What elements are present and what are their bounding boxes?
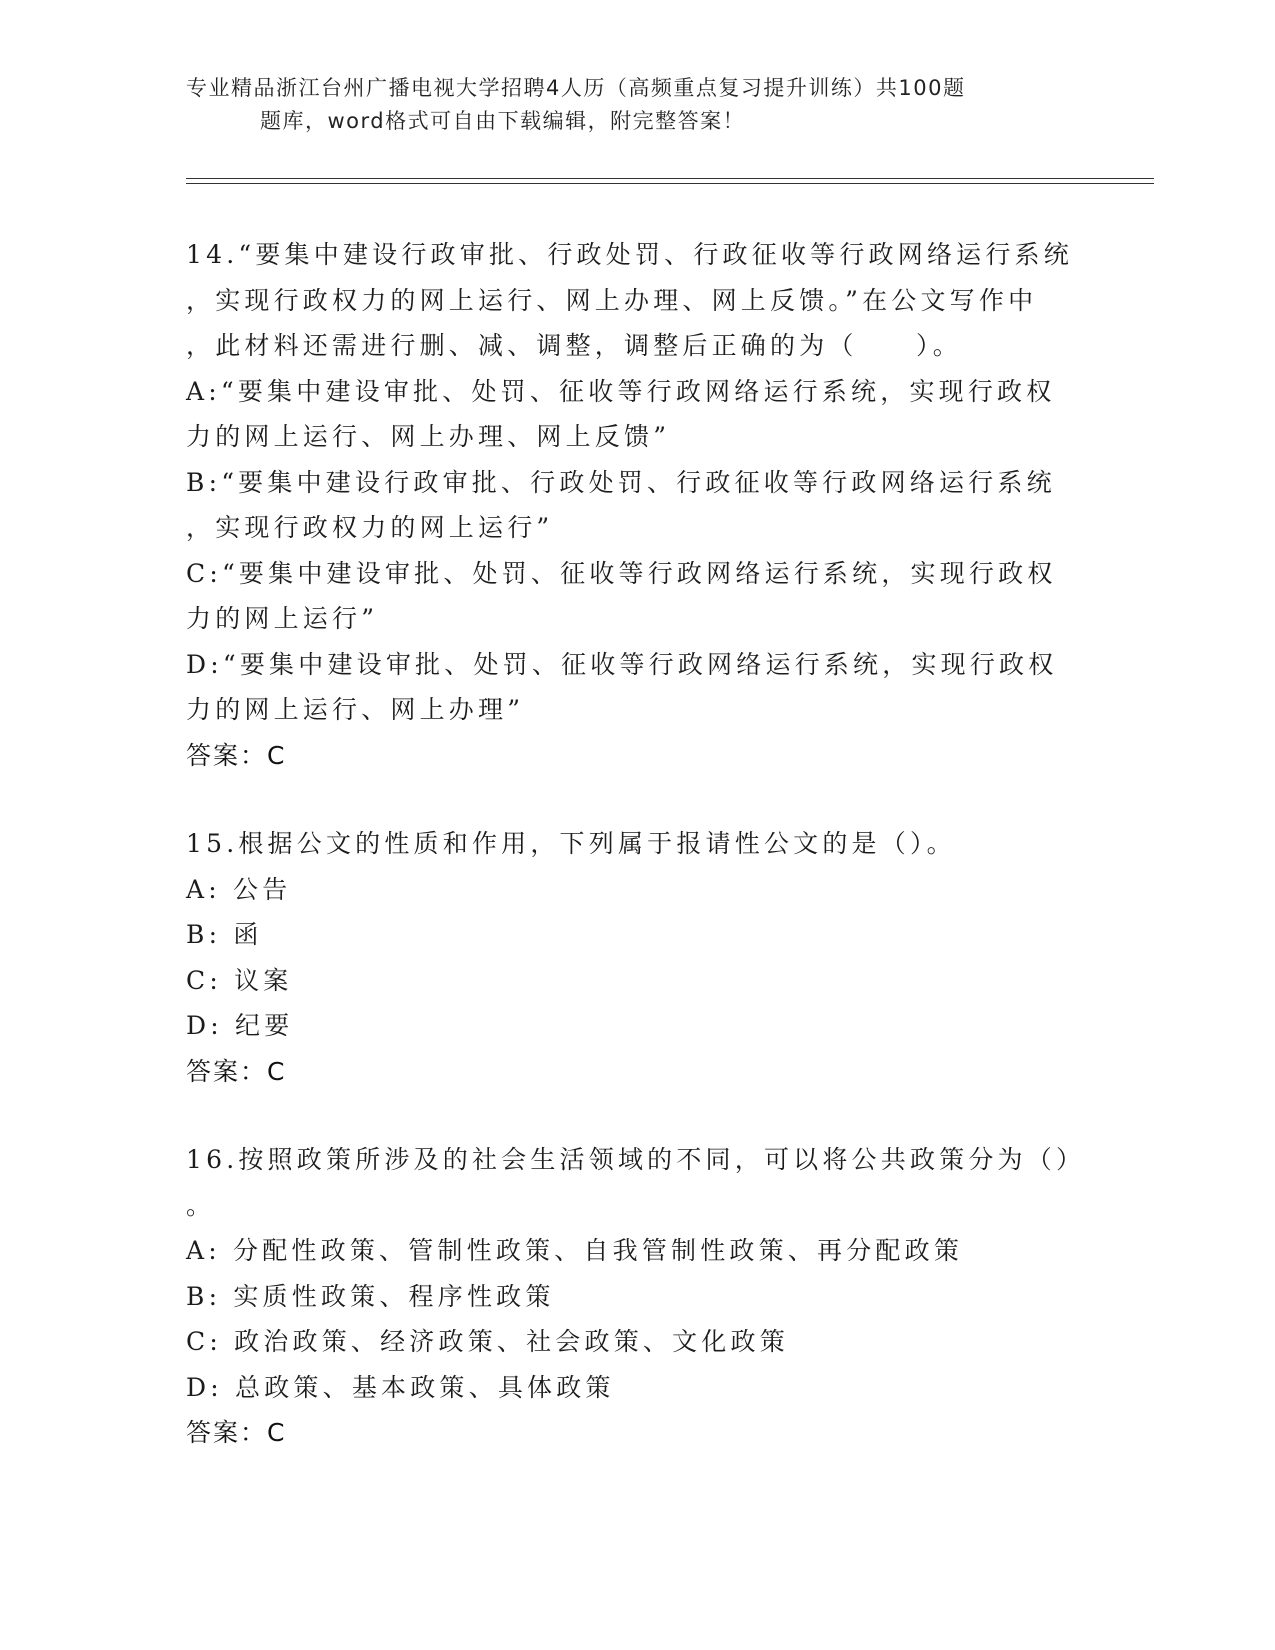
document-header bbox=[186, 72, 1066, 138]
question-stem-line: ，实现行政权力的网上运行、网上办理、网上反馈。”在公文写作中 bbox=[186, 285, 1038, 315]
option-c-line: 力的网上运行” bbox=[186, 604, 379, 633]
header-title-line-1: 专业精品浙江台州广播电视大学招聘4人历（高频重点复习提升训练）共100题 bbox=[186, 76, 966, 100]
option-b-line: ，实现行政权力的网上运行” bbox=[186, 513, 554, 542]
question-stem-line: ，此材料还需进行删、减、调整，调整后正确的为（ ）。 bbox=[186, 331, 962, 360]
option-c-line: C: 议案 bbox=[186, 965, 293, 995]
option-c-line: C: 政治政策、经济政策、社会政策、文化政策 bbox=[186, 1327, 789, 1356]
option-d-line: 力的网上运行、网上办理” bbox=[186, 695, 525, 724]
option-c-line: C:“要集中建设审批、处罚、征收等行政网络运行系统，实现行政权 bbox=[186, 558, 1057, 588]
answer-label: 答案：C bbox=[186, 1418, 287, 1447]
option-a-line: A: 公告 bbox=[186, 874, 292, 904]
header-title-line-2: 题库，word格式可自由下载编辑，附完整答案！ bbox=[260, 109, 746, 133]
question-stem-line: 16.按照政策所涉及的社会生活领域的不同，可以将公共政策分为（） bbox=[186, 1145, 1086, 1174]
answer-label: 答案：C bbox=[186, 740, 287, 770]
option-d-line: D: 纪要 bbox=[186, 1011, 294, 1040]
option-b-line: B: 实质性政策、程序性政策 bbox=[186, 1281, 555, 1311]
option-b-line: B: 函 bbox=[186, 920, 263, 949]
question-16 bbox=[186, 1137, 1086, 1456]
option-d-line: D:“要集中建设审批、处罚、征收等行政网络运行系统，实现行政权 bbox=[186, 649, 1058, 679]
option-d-line: D: 总政策、基本政策、具体政策 bbox=[186, 1372, 615, 1402]
header-divider-bottom bbox=[186, 183, 1154, 184]
question-15 bbox=[186, 821, 1086, 1094]
question-14 bbox=[186, 232, 1086, 778]
question-stem-line: 14.“要集中建设行政审批、行政处罚、行政征收等行政网络运行系统 bbox=[186, 240, 1073, 269]
question-stem-line: 15.根据公文的性质和作用，下列属于报请性公文的是（）。 bbox=[186, 829, 956, 858]
option-b-line: B:“要集中建设行政审批、行政处罚、行政征收等行政网络运行系统 bbox=[186, 467, 1056, 497]
option-a-line: A: 分配性政策、管制性政策、自我管制性政策、再分配政策 bbox=[186, 1236, 964, 1265]
answer-label: 答案：C bbox=[186, 1056, 287, 1086]
option-a-line: 力的网上运行、网上办理、网上反馈” bbox=[186, 422, 671, 451]
question-stem-line: 。 bbox=[186, 1190, 216, 1220]
header-divider-top bbox=[186, 178, 1154, 179]
option-a-line: A:“要集中建设审批、处罚、征收等行政网络运行系统，实现行政权 bbox=[186, 376, 1056, 406]
question-list bbox=[186, 232, 1086, 1499]
